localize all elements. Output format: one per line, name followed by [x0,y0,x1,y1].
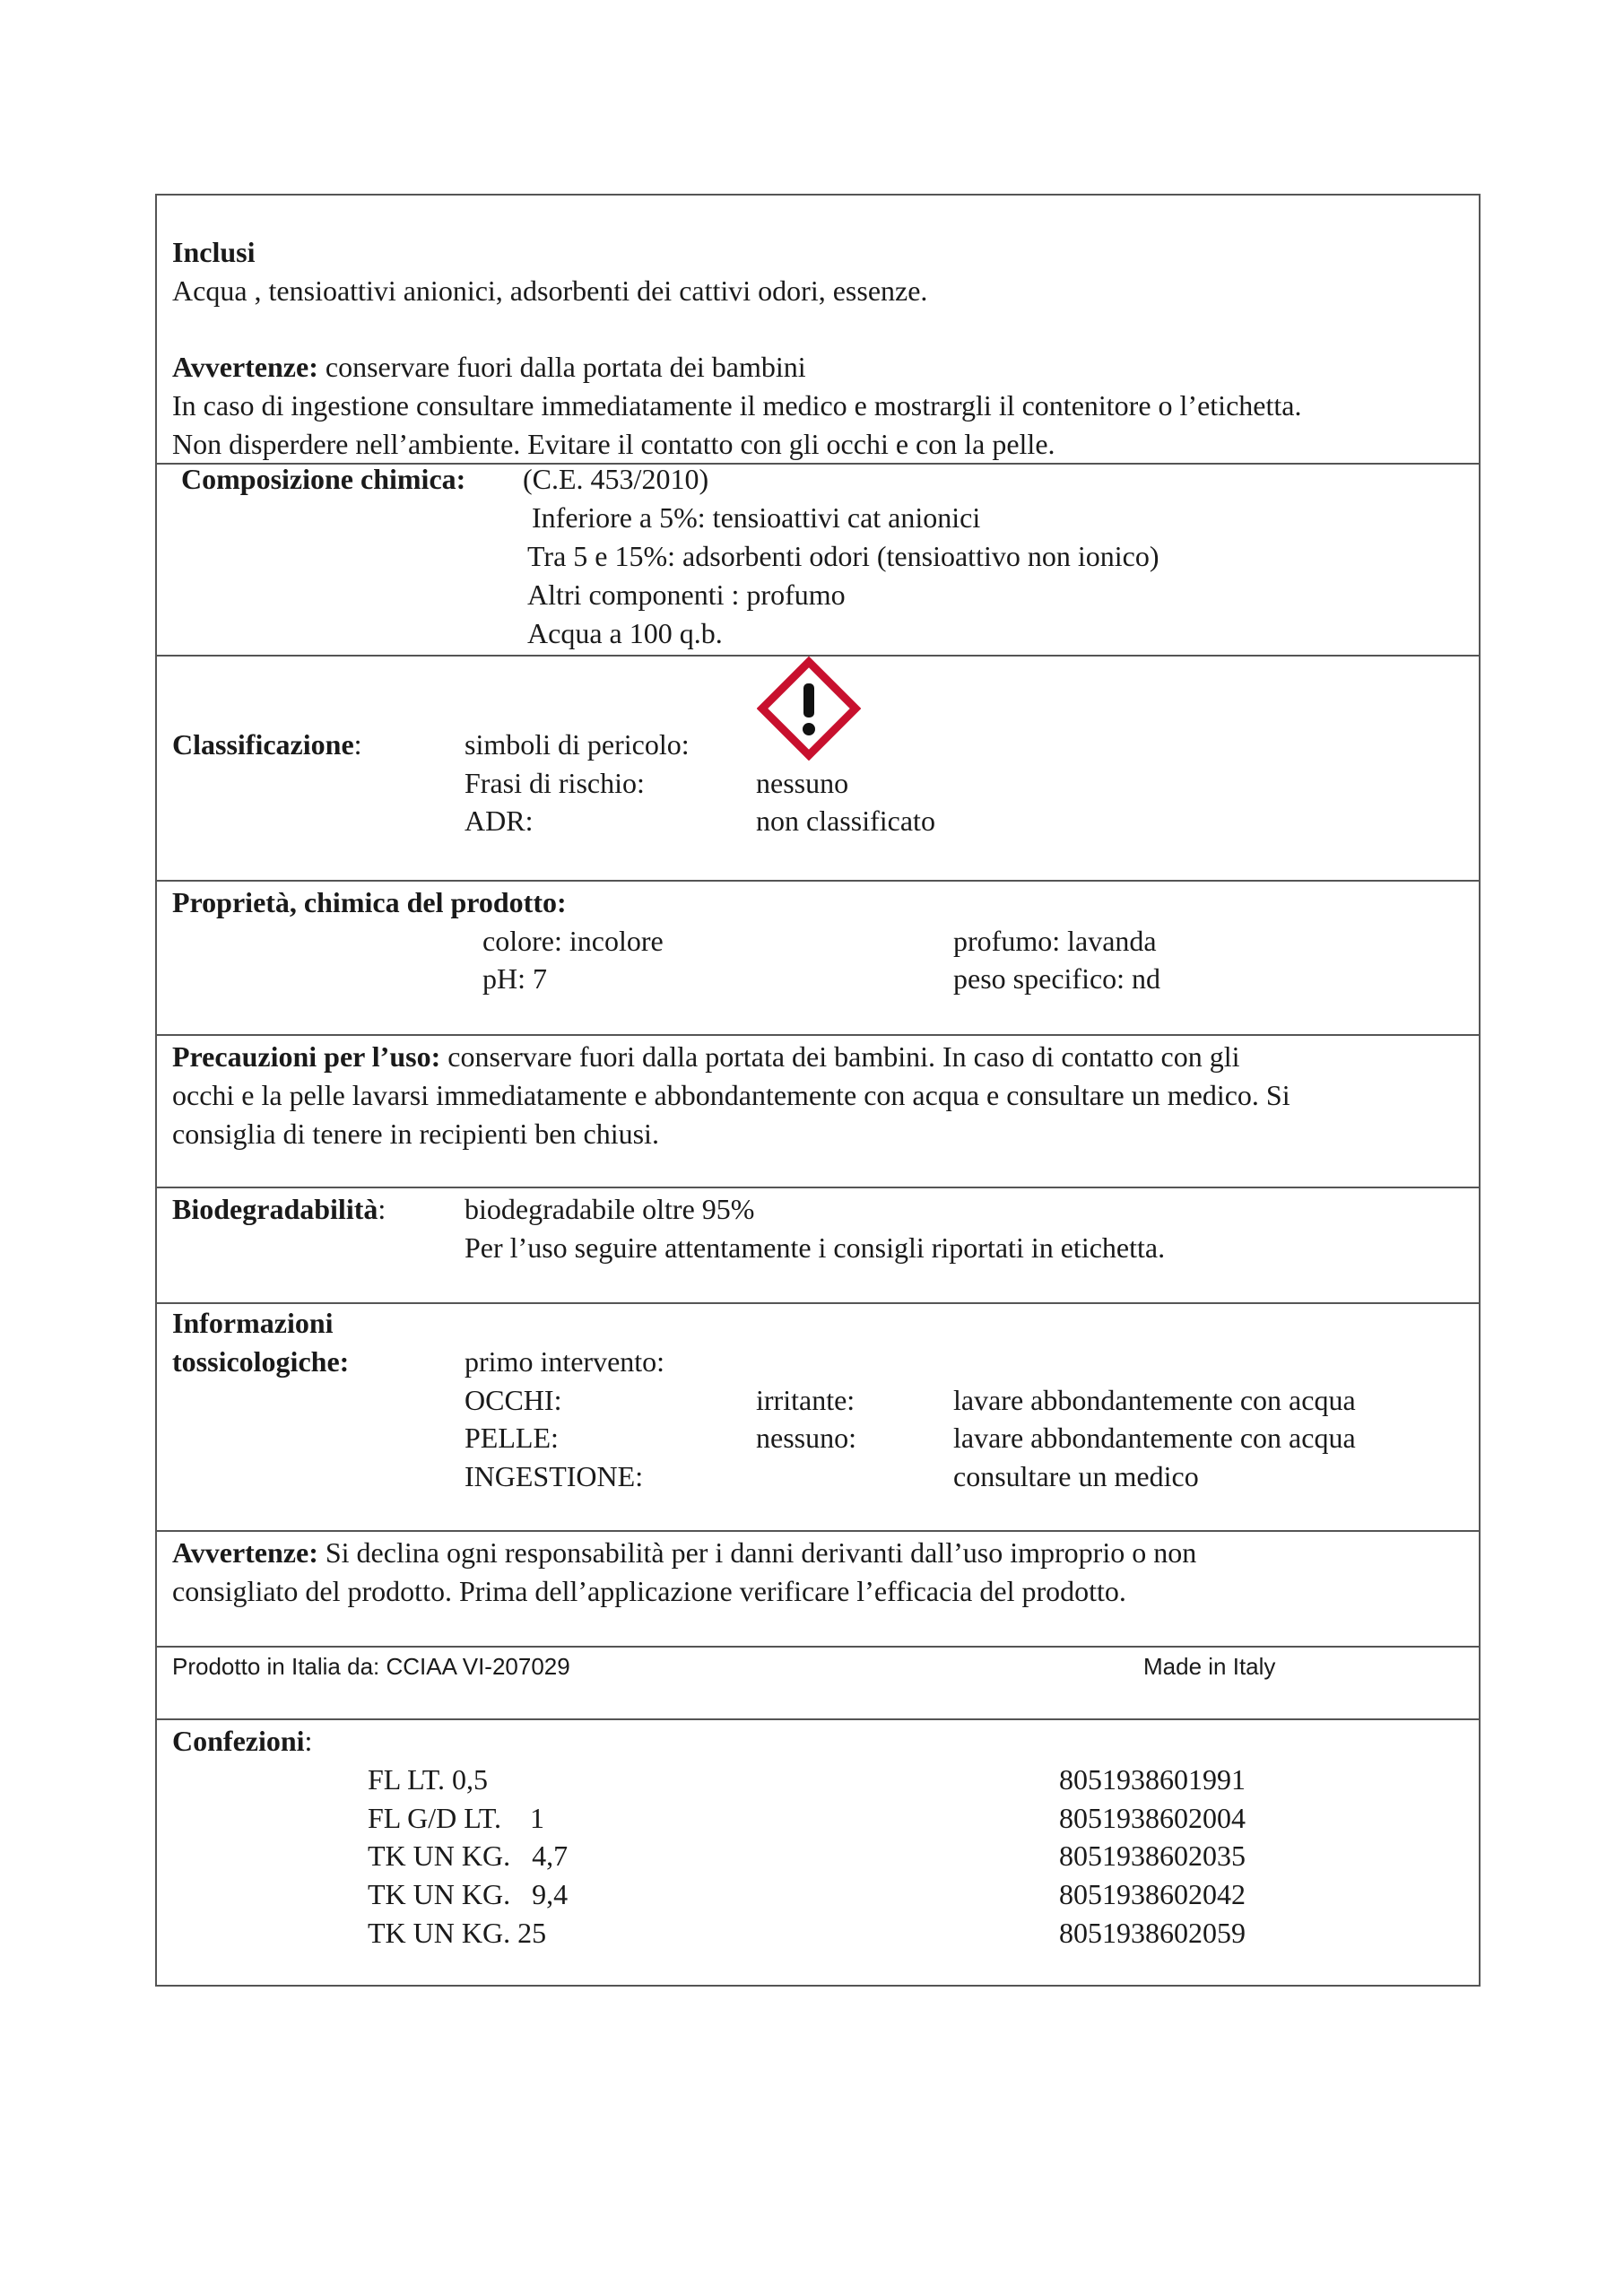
composizione-item: Inferiore a 5%: tensioattivi cat anionici [532,501,981,534]
biodegradabilita-heading [172,1190,386,1229]
confezione-code: 8051938602059 [1059,1917,1246,1949]
inclusi-warning-line [172,348,806,387]
tossicologiche-intro: primo intervento: [465,1345,665,1378]
tossicologiche-action: lavare abbondantemente con acqua [953,1384,1356,1416]
proprieta-label: Proprietà, chimica del prodotto: [172,886,567,918]
precauzioni-label: Precauzioni per l’uso: [172,1040,441,1073]
inclusi-line2: In caso di ingestione consultare immediatamente il medico e mostrargli il contenitore o l’etichetta. [172,389,1302,422]
tossicologiche-action: consultare un medico [953,1460,1199,1492]
classificazione-heading [172,726,362,764]
confezione-name: TK UN KG. 4,7 [368,1839,569,1872]
tossicologiche-action: lavare abbondantemente con acqua [953,1422,1356,1454]
inclusi-text: Acqua , tensioattivi anionici, adsorbenti dei cattivi odori, essenze. [172,274,928,307]
confezioni-heading [172,1722,312,1761]
precauzioni-text: conservare fuori dalla portata dei bambini. In caso di contatto con gli [440,1040,1240,1073]
confezione-name: TK UN KG. 9,4 [368,1878,569,1910]
confezioni-colon: : [304,1725,313,1757]
tossicologiche-part: OCCHI: [465,1384,562,1416]
made-in-italy: Made in Italy [1143,1653,1276,1680]
confezione-name: FL G/D LT. 1 [368,1802,545,1834]
biodegradabilita-colon: : [378,1193,386,1225]
proprieta-colore: colore: incolore [482,925,664,957]
inclusi-title: Inclusi [172,236,256,268]
section-avvertenze [157,1532,1479,1648]
section-produttore [157,1648,1479,1720]
avvertenze-line2: consigliato del prodotto. Prima dell’applicazione verificare l’efficacia del prodotto. [172,1575,1126,1607]
composizione-label: Composizione chimica: [181,463,466,495]
precauzioni-line3: consiglia di tenere in recipienti ben chiusi. [172,1118,659,1150]
classificazione-key: simboli di pericolo: [465,728,690,761]
composizione-ref: (C.E. 453/2010) [523,463,709,495]
section-proprieta [157,882,1479,1036]
ghs-exclamation-mark-icon [757,657,861,761]
avvertenze-label: Avvertenze: [172,1536,318,1569]
confezione-code: 8051938602035 [1059,1839,1246,1872]
proprieta-ph: pH: 7 [482,962,547,995]
section-confezioni [157,1720,1479,1987]
product-data-sheet [155,194,1481,1987]
confezioni-label: Confezioni [172,1725,305,1757]
section-composizione [157,465,1479,657]
confezione-name: TK UN KG. 25 [368,1917,547,1949]
avvertenze-text: Si declina ogni responsabilità per i danni derivanti dall’uso improprio o non [317,1536,1197,1569]
classificazione-colon: : [353,728,362,761]
precauzioni-line2: occhi e la pelle lavarsi immediatamente e abbondantemente con acqua e consultare un medico. Si [172,1079,1290,1111]
warning-text: conservare fuori dalla portata dei bambini [317,351,806,383]
proprieta-profumo: profumo: lavanda [953,925,1157,957]
section-precauzioni [157,1036,1479,1188]
produttore-text: Prodotto in Italia da: CCIAA VI-207029 [172,1653,570,1680]
section-inclusi [157,196,1479,465]
tossicologiche-part: PELLE: [465,1422,559,1454]
biodegradabilita-line1: biodegradabile oltre 95% [465,1193,755,1225]
tossicologiche-part: INGESTIONE: [465,1460,644,1492]
tossicologiche-effect: nessuno: [756,1422,856,1454]
composizione-item: Tra 5 e 15%: adsorbenti odori (tensioattivo non ionico) [527,540,1159,572]
confezione-code: 8051938602004 [1059,1802,1246,1834]
biodegradabilita-label: Biodegradabilità [172,1193,378,1225]
avvertenze-line1 [172,1534,1196,1572]
classificazione-key: Frasi di rischio: [465,767,645,799]
warning-label: Avvertenze: [172,351,318,383]
classificazione-label: Classificazione [172,728,354,761]
composizione-item: Acqua a 100 q.b. [527,617,723,649]
section-classificazione [157,657,1479,882]
classificazione-value: non classificato [756,804,935,837]
tossicologiche-label2: tossicologiche: [172,1345,350,1378]
section-tossicologiche [157,1304,1479,1532]
section-biodegradabilita [157,1188,1479,1304]
confezione-code: 8051938601991 [1059,1763,1246,1796]
proprieta-peso: peso specifico: nd [953,962,1161,995]
inclusi-line3: Non disperdere nell’ambiente. Evitare il contatto con gli occhi e con la pelle. [172,428,1055,460]
tossicologiche-effect: irritante: [756,1384,855,1416]
tossicologiche-label1: Informazioni [172,1307,334,1339]
composizione-item: Altri componenti : profumo [527,578,846,611]
confezione-code: 8051938602042 [1059,1878,1246,1910]
biodegradabilita-line2: Per l’uso seguire attentamente i consigli riportati in etichetta. [465,1231,1166,1264]
precauzioni-line1 [172,1038,1239,1076]
classificazione-value: nessuno [756,767,849,799]
confezione-name: FL LT. 0,5 [368,1763,488,1796]
classificazione-key: ADR: [465,804,534,837]
